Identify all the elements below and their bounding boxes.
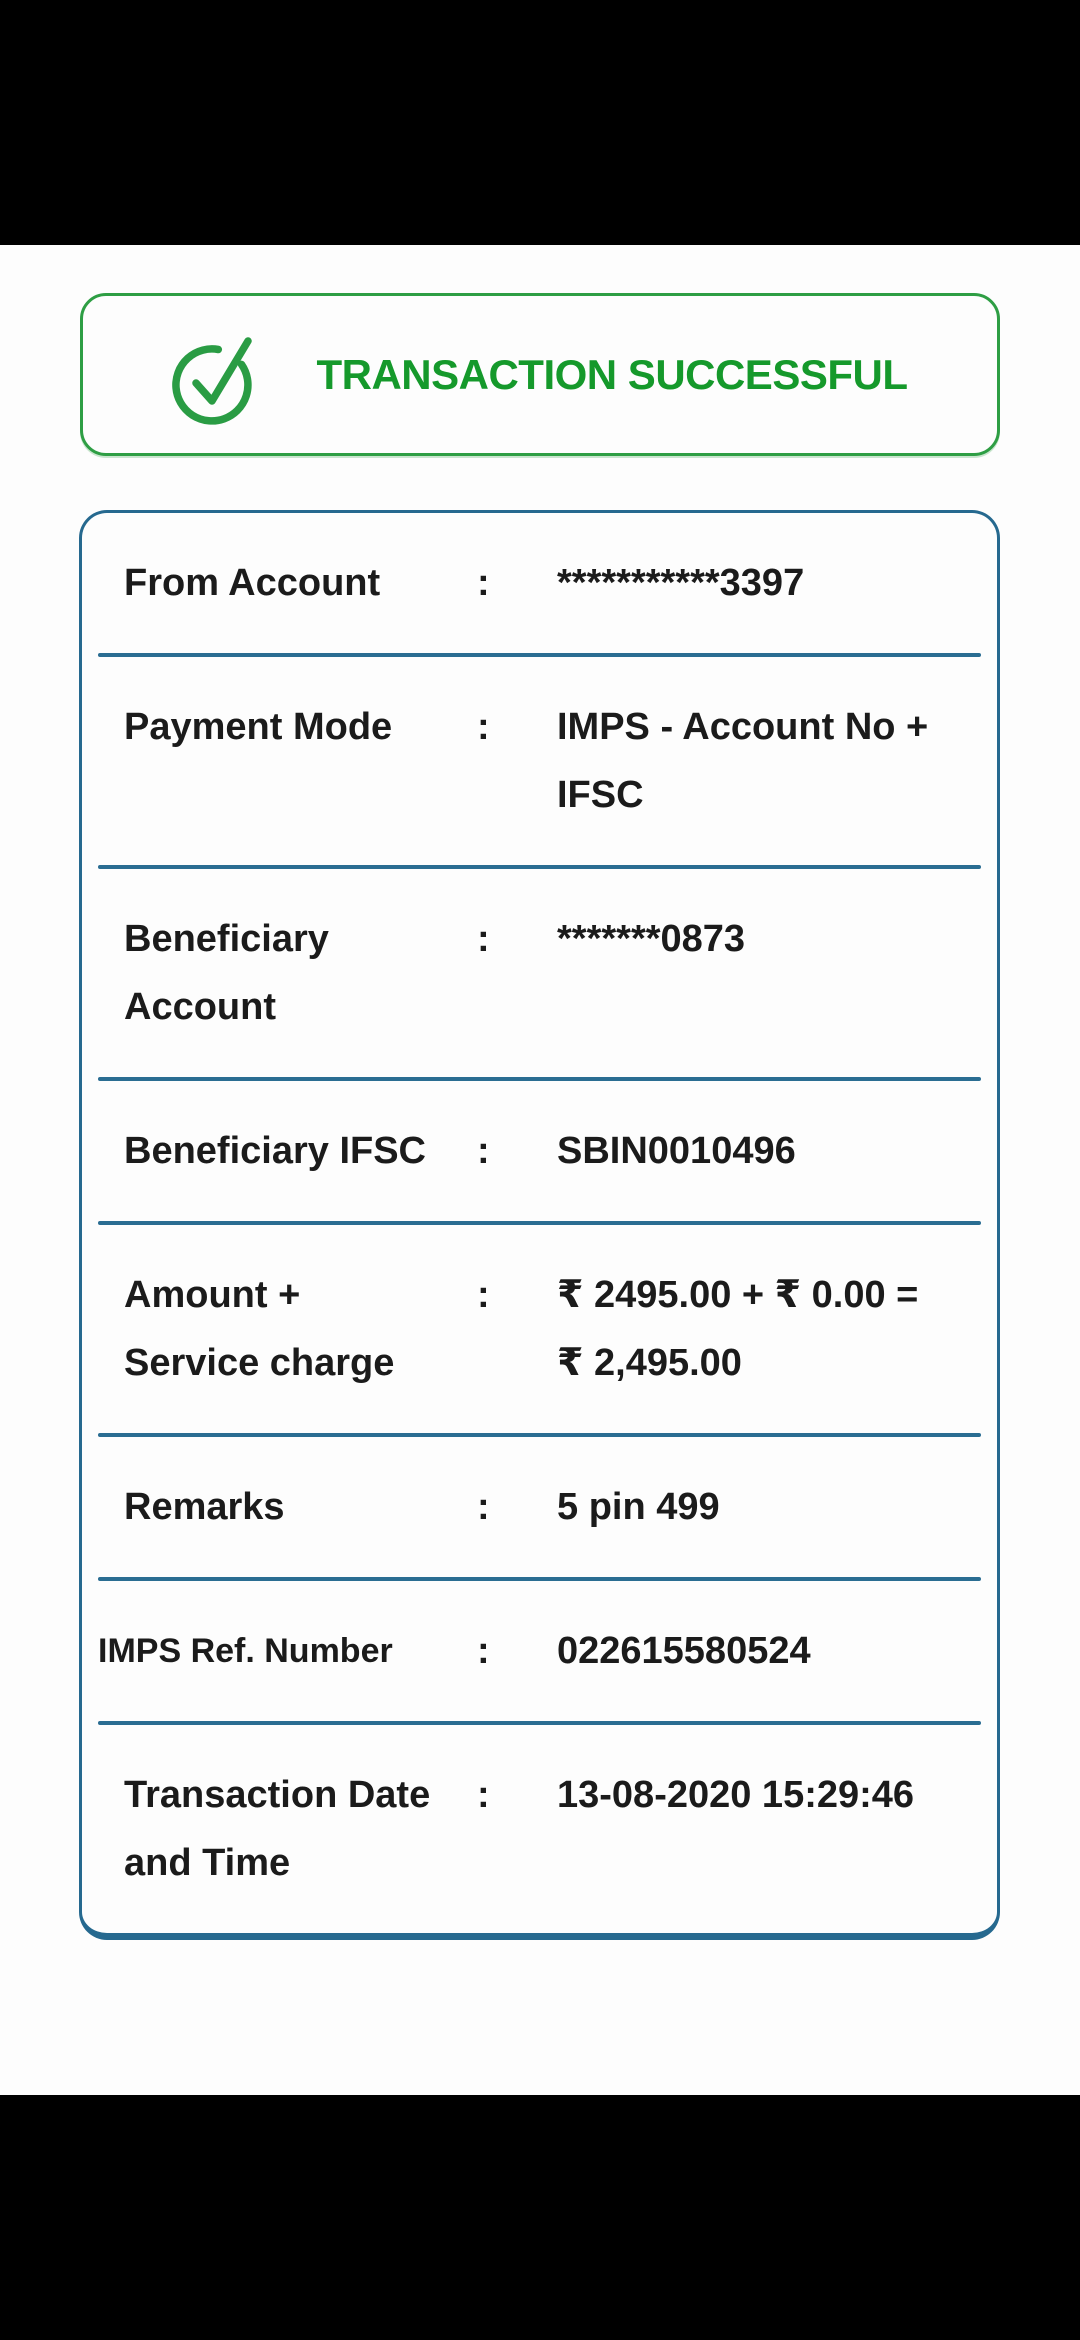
transaction-details-card bbox=[79, 510, 1000, 1940]
detail-label: Beneficiary Account bbox=[124, 918, 329, 1028]
detail-row-from-account bbox=[82, 513, 997, 653]
detail-value: ***********3397 bbox=[557, 562, 805, 604]
detail-value: IMPS - Account No + IFSC bbox=[557, 706, 929, 816]
check-circle-icon bbox=[172, 325, 272, 425]
detail-label: From Account bbox=[124, 562, 381, 604]
transaction-status-text: TRANSACTION SUCCESSFUL bbox=[316, 350, 908, 398]
colon-separator: : bbox=[477, 1774, 490, 1816]
colon-separator: : bbox=[477, 918, 490, 960]
detail-label: Payment Mode bbox=[124, 706, 393, 748]
colon-separator: : bbox=[477, 1274, 490, 1316]
transaction-status-banner bbox=[80, 293, 1000, 456]
detail-value: 5 pin 499 bbox=[557, 1486, 720, 1528]
bottom-black-bar bbox=[0, 2095, 1080, 2340]
colon-separator: : bbox=[477, 1130, 490, 1172]
colon-separator: : bbox=[477, 1630, 490, 1672]
detail-label: Transaction Date and Time bbox=[124, 1774, 431, 1884]
detail-row-payment-mode bbox=[82, 657, 997, 865]
detail-value: ₹ 2495.00 + ₹ 0.00 = ₹ 2,495.00 bbox=[557, 1274, 919, 1384]
detail-value: *******0873 bbox=[557, 918, 746, 960]
detail-value: 022615580524 bbox=[557, 1630, 811, 1672]
colon-separator: : bbox=[477, 706, 490, 748]
detail-value: 13-08-2020 15:29:46 bbox=[557, 1774, 915, 1816]
colon-separator: : bbox=[477, 1486, 490, 1528]
colon-separator: : bbox=[477, 562, 490, 604]
top-black-bar bbox=[0, 0, 1080, 245]
detail-row-beneficiary-ifsc bbox=[82, 1081, 997, 1221]
detail-row-remarks bbox=[82, 1437, 997, 1577]
detail-value: SBIN0010496 bbox=[557, 1130, 796, 1172]
detail-label: Remarks bbox=[124, 1486, 285, 1528]
detail-row-beneficiary-account bbox=[82, 869, 997, 1077]
detail-label: Beneficiary IFSC bbox=[124, 1130, 426, 1172]
detail-label: IMPS Ref. Number bbox=[98, 1632, 393, 1670]
detail-row-amount-service-charge bbox=[82, 1225, 997, 1433]
receipt-content bbox=[0, 245, 1080, 2095]
detail-row-imps-ref-number bbox=[82, 1581, 997, 1721]
detail-label: Amount + Service charge bbox=[124, 1274, 395, 1384]
detail-row-transaction-datetime bbox=[82, 1725, 997, 1933]
